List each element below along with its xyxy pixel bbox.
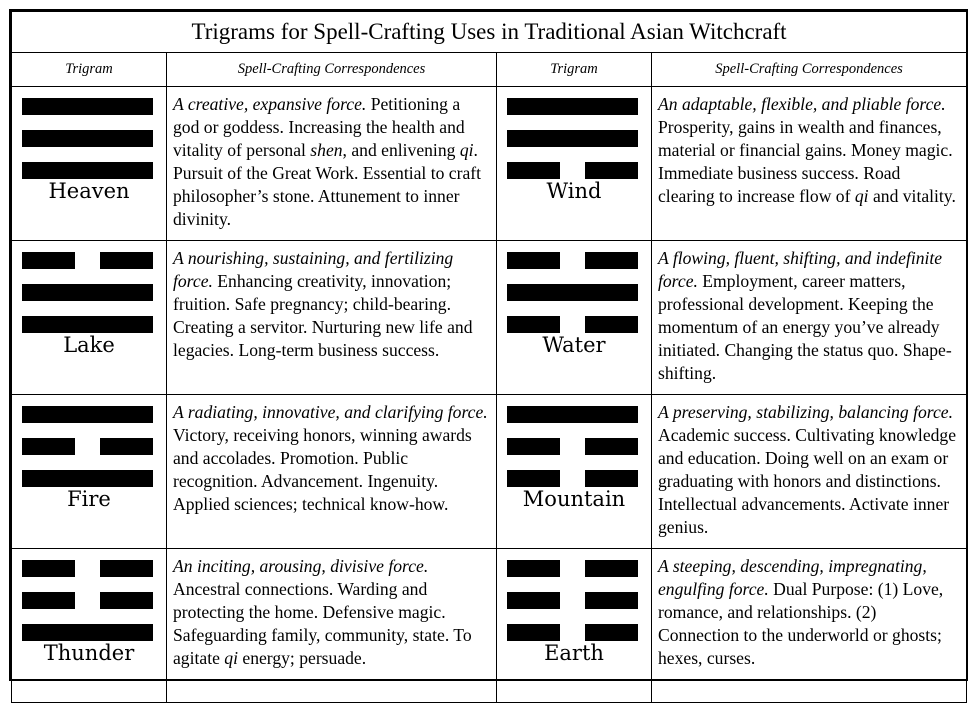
correspondence-cell-water — [652, 241, 967, 395]
table-row — [12, 549, 967, 703]
solid-line — [22, 130, 153, 147]
line-segment — [507, 560, 560, 577]
broken-line — [22, 438, 153, 455]
table-row — [12, 87, 967, 241]
correspondence-cell-heaven — [167, 87, 497, 241]
trigram-name: Mountain — [522, 487, 626, 511]
line-segment — [585, 470, 638, 487]
solid-line — [507, 130, 638, 147]
solid-line — [507, 406, 638, 423]
line-segment — [585, 624, 638, 641]
line-segment — [22, 98, 153, 115]
correspondence-cell-mountain — [652, 395, 967, 549]
line-segment — [507, 438, 560, 455]
trigram-cell-heaven — [12, 87, 167, 241]
broken-line — [22, 560, 153, 577]
trigram-name: Wind — [546, 179, 602, 203]
solid-line — [507, 98, 638, 115]
line-segment — [585, 316, 638, 333]
trigram-cell-mountain — [497, 395, 652, 549]
correspondence-text: A flowing, fluent, shifting, and indefinite force. Employment, career matters, professional development. Keeping the momentum of an energy you’ve already initiated. Changing the status quo. Shape-shifting. — [658, 248, 952, 383]
correspondence-cell-earth — [652, 549, 967, 703]
trigram-table — [11, 11, 967, 703]
trigram-name: Heaven — [48, 179, 130, 203]
correspondence-text: A steeping, descending, impregnating, engulfing force. Dual Purpose: (1) Love, romance, and relationships. (2) Connection to the underworld or ghosts; hexes, curses. — [658, 556, 944, 668]
line-segment — [507, 316, 560, 333]
solid-line — [22, 316, 153, 333]
correspondence-text: A creative, expansive force. Petitioning a god or goddess. Increasing the health and vitality of personal shen, and enlivening qi. Pursuit of the Great Work. Essential to craft philosopher’s stone. Attunement to inner divinity. — [173, 94, 482, 229]
broken-line — [22, 252, 153, 269]
solid-line — [22, 98, 153, 115]
trigram-cell-lake — [12, 241, 167, 395]
correspondence-text: A radiating, innovative, and clarifying force. Victory, receiving honors, winning awards and accolades. Promotion. Public recognition. Advancement. Ingenuity. Applied sciences; technical know-how. — [173, 402, 488, 514]
broken-line — [507, 560, 638, 577]
header-correspondences-left: Spell-Crafting Correspondences — [167, 53, 497, 87]
line-segment — [507, 624, 560, 641]
line-segment — [22, 162, 153, 179]
line-segment — [100, 438, 153, 455]
line-segment — [100, 592, 153, 609]
line-segment — [22, 438, 75, 455]
solid-line — [507, 284, 638, 301]
line-segment — [22, 560, 75, 577]
line-segment — [507, 252, 560, 269]
line-segment — [585, 560, 638, 577]
trigram-cell-fire — [12, 395, 167, 549]
broken-line — [507, 252, 638, 269]
correspondence-cell-thunder — [167, 549, 497, 703]
line-segment — [100, 252, 153, 269]
correspondence-cell-wind — [652, 87, 967, 241]
broken-line — [507, 624, 638, 641]
table-title: Trigrams for Spell-Crafting Uses in Traditional Asian Witchcraft — [12, 12, 967, 53]
table-row — [12, 241, 967, 395]
line-segment — [585, 438, 638, 455]
line-segment — [100, 560, 153, 577]
line-segment — [507, 592, 560, 609]
line-segment — [507, 130, 638, 147]
line-segment — [585, 592, 638, 609]
solid-line — [22, 162, 153, 179]
trigram-cell-earth — [497, 549, 652, 703]
trigram-name: Thunder — [43, 641, 135, 665]
correspondence-cell-lake — [167, 241, 497, 395]
trigram-name: Earth — [544, 641, 604, 665]
correspondence-text: A nourishing, sustaining, and fertilizing force. Enhancing creativity, innovation; fruition. Safe pregnancy; child-bearing. Creating a servitor. Nurturing new life and legacies. Long-term business success. — [173, 248, 473, 360]
correspondence-cell-fire — [167, 395, 497, 549]
line-segment — [507, 98, 638, 115]
line-segment — [507, 162, 560, 179]
trigram-cell-water — [497, 241, 652, 395]
solid-line — [22, 470, 153, 487]
correspondence-text: An inciting, arousing, divisive force. Ancestral connections. Warding and protecting the home. Defensive magic. Safeguarding family, community, state. To agitate qi energy; persuade. — [173, 556, 472, 668]
correspondence-text: A preserving, stabilizing, balancing force. Academic success. Cultivating knowledge and education. Doing well on an exam or graduating with honors and distinctions. Intellectual advancements. Activate inner genius. — [658, 402, 957, 537]
line-segment — [507, 284, 638, 301]
line-segment — [507, 470, 560, 487]
trigram-name: Lake — [63, 333, 115, 357]
header-trigram-left: Trigram — [12, 53, 167, 87]
broken-line — [507, 438, 638, 455]
line-segment — [22, 252, 75, 269]
header-correspondences-right: Spell-Crafting Correspondences — [652, 53, 967, 87]
line-segment — [22, 406, 153, 423]
line-segment — [22, 130, 153, 147]
trigram-name: Water — [542, 333, 606, 357]
header-trigram-right: Trigram — [497, 53, 652, 87]
line-segment — [22, 316, 153, 333]
line-segment — [22, 284, 153, 301]
trigram-name: Fire — [67, 487, 111, 511]
line-segment — [22, 470, 153, 487]
trigram-cell-thunder — [12, 549, 167, 703]
broken-line — [22, 592, 153, 609]
solid-line — [22, 624, 153, 641]
broken-line — [507, 162, 638, 179]
broken-line — [507, 316, 638, 333]
broken-line — [507, 470, 638, 487]
table-body — [12, 87, 967, 703]
table-row — [12, 395, 967, 549]
solid-line — [22, 284, 153, 301]
trigram-cell-wind — [497, 87, 652, 241]
trigram-table-frame — [9, 9, 968, 681]
solid-line — [22, 406, 153, 423]
correspondence-text: An adaptable, flexible, and pliable force. Prosperity, gains in wealth and finances, material or financial gains. Money magic. Immediate business success. Road clearing to increase flow of qi and vitality. — [658, 94, 956, 206]
line-segment — [22, 592, 75, 609]
line-segment — [585, 252, 638, 269]
line-segment — [22, 624, 153, 641]
line-segment — [507, 406, 638, 423]
broken-line — [507, 592, 638, 609]
line-segment — [585, 162, 638, 179]
